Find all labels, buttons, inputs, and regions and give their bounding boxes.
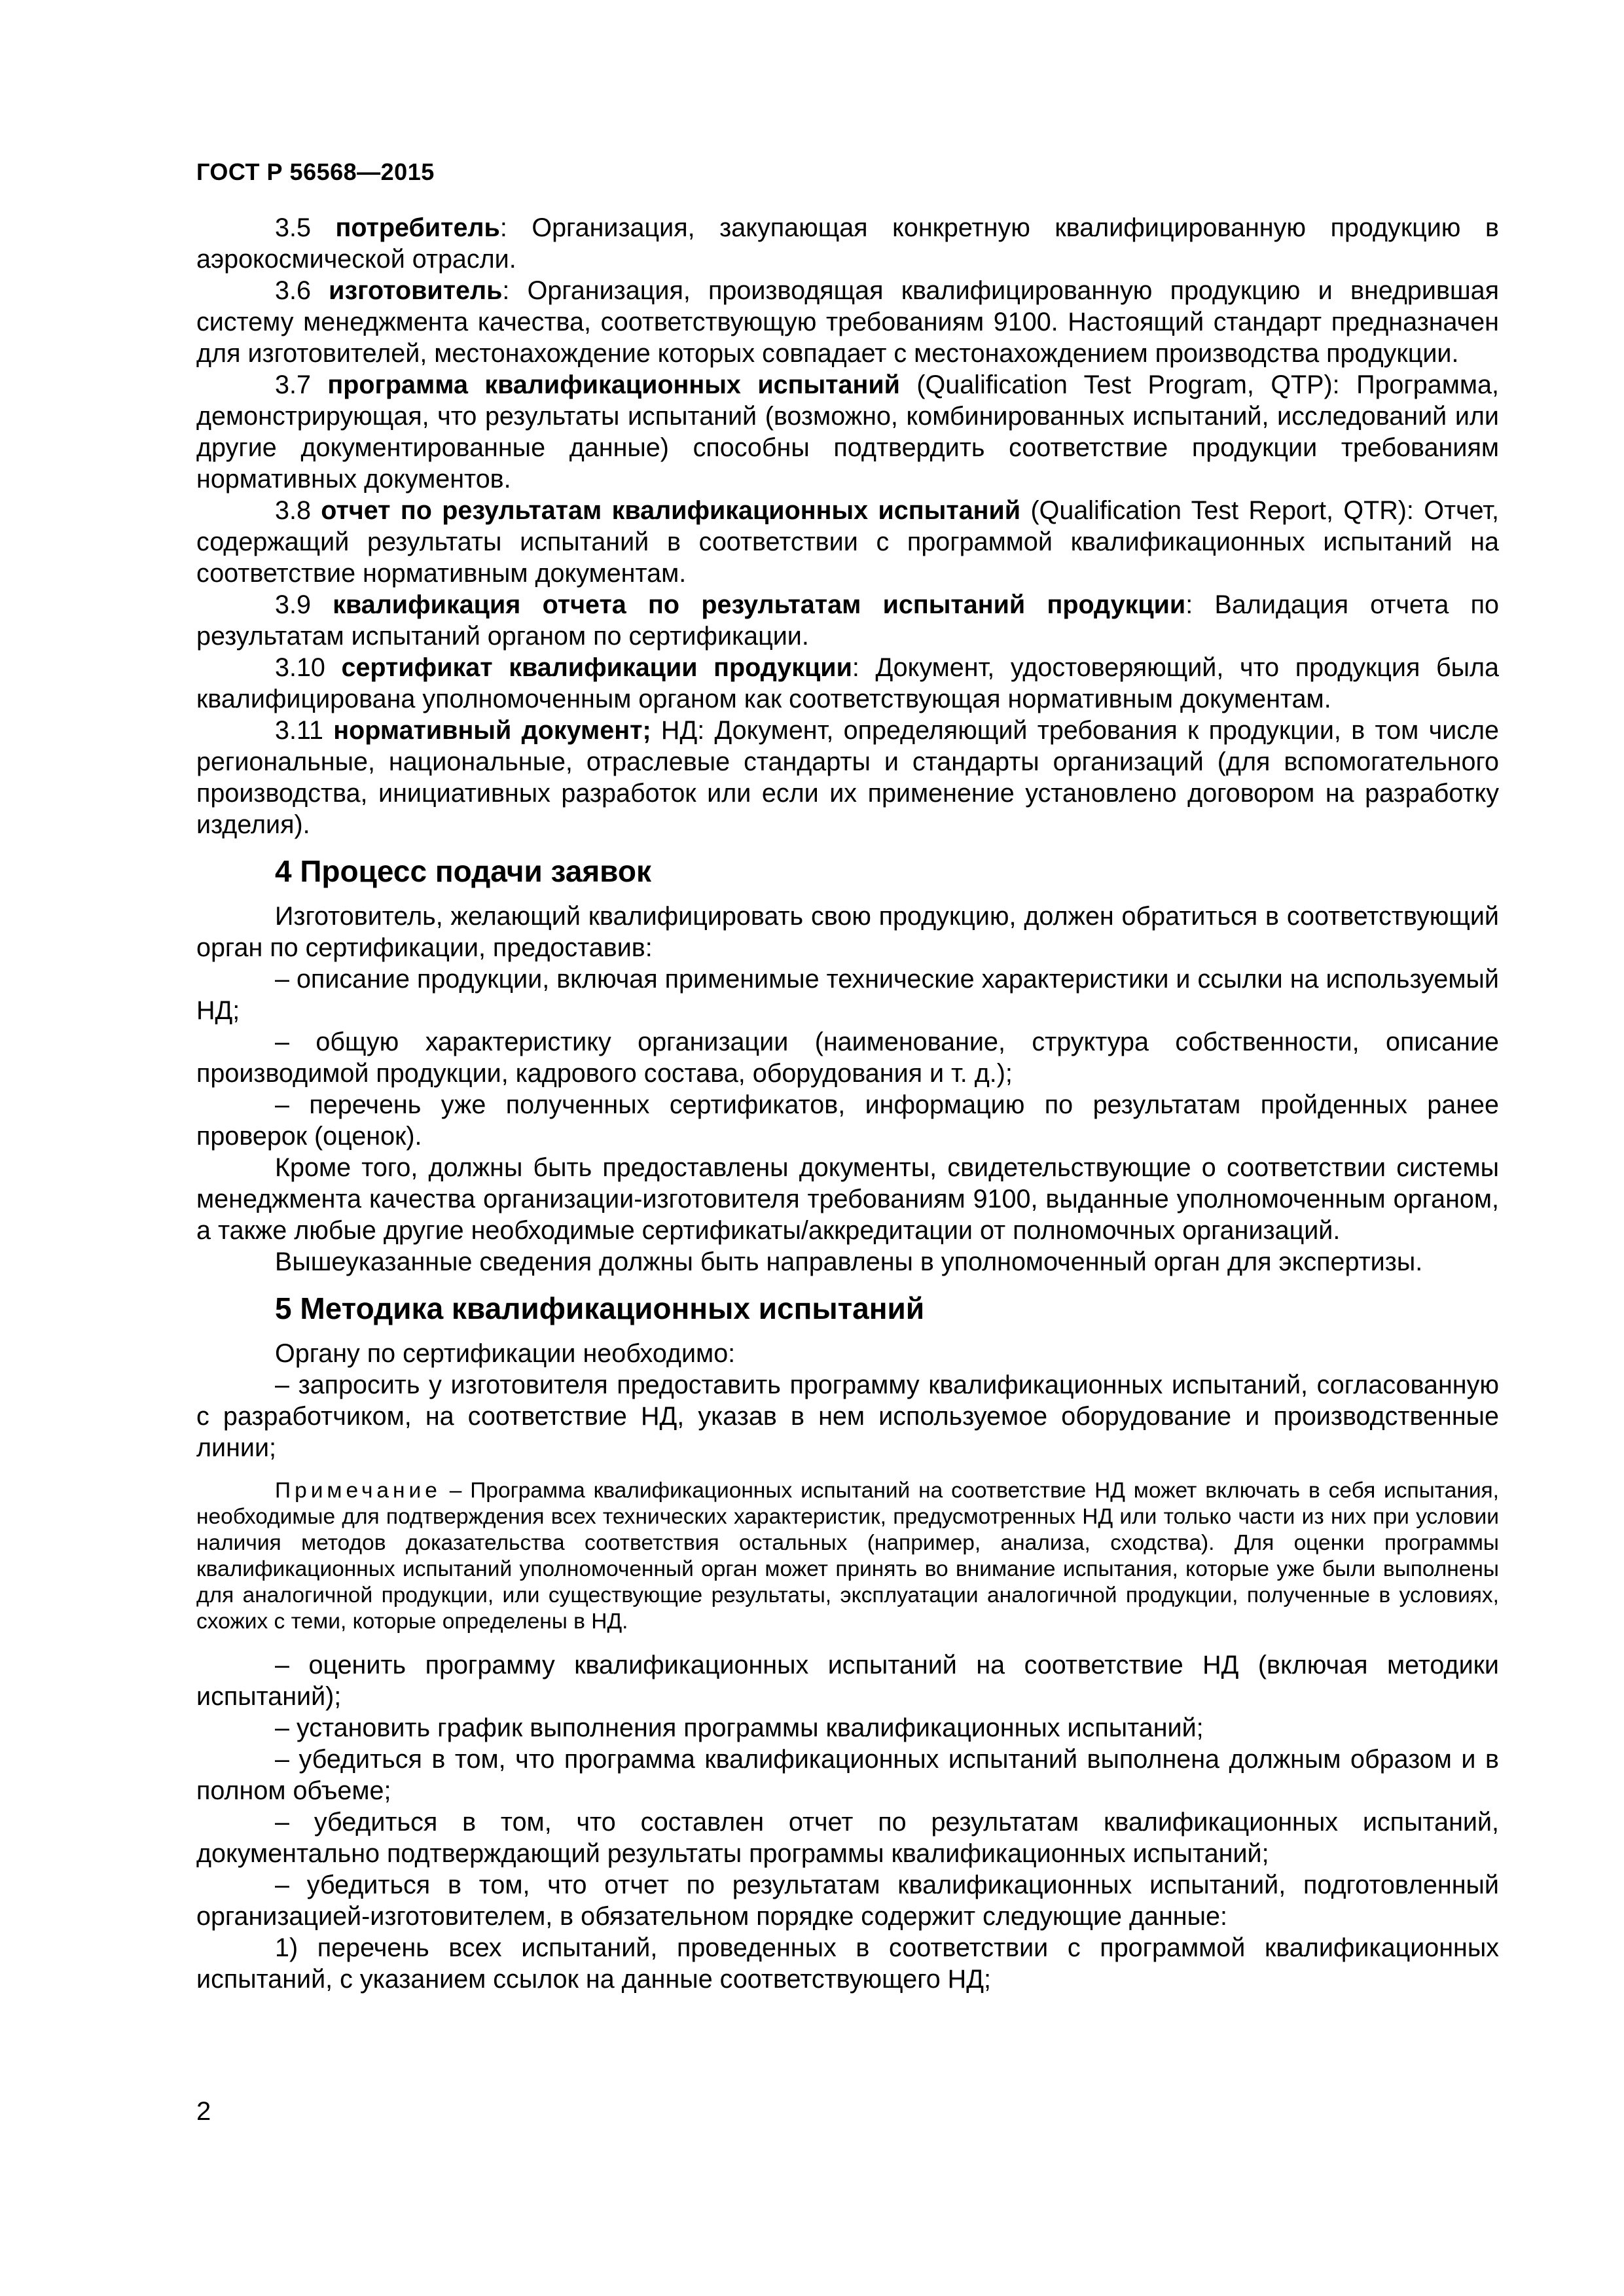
definition-term: потребитель [335,213,500,242]
section-4-paragraph: Изготовитель, желающий квалифицировать свою продукцию, должен обратиться в соответствующий орган по сертификации, предоставив: [196,902,1499,962]
page-number: 2 [196,2097,211,2126]
definition-text: (Qualification Test Report, QTR): Отчет, содержащий результаты испытаний в соответствии с программой квалификационных испытаний на соответствие нормативным документам. [196,496,1499,588]
definition-term: изготовитель [329,276,503,305]
section-5-list-item: – убедиться в том, что программа квалификационных испытаний выполнена должным образом и в полном объеме; [196,1745,1499,1805]
section-5-list-item: – запросить у изготовителя предоставить программу квалификационных испытаний, согласованную с разработчиком, на соответствие НД, указав в нем используемое оборудование и производственные линии; [196,1371,1499,1462]
definition-number: 3.9 [275,590,311,619]
definition-3-6 [196,275,1499,369]
definition-text: : Организация, производящая квалифицированную продукцию и внедрившая систему менеджмента качества, соответствующую требованиям 9100. Настоящий стандарт предназначен для изготовителей, местонахождение которых совпадает с местонахождением производства продукции. [196,276,1499,368]
note-block [196,1478,1499,1635]
section-5-numbered-item: 1) перечень всех испытаний, проведенных в соответствии с программой квалификационных испытаний, с указанием ссылок на данные соответствующего НД; [196,1933,1499,1994]
page-content [196,212,1499,1995]
definition-number: 3.11 [275,716,323,745]
definition-term: программа квалификационных испытаний [327,370,900,399]
definition-number: 3.10 [275,653,325,682]
section-5-list-item: – установить график выполнения программы квалификационных испытаний; [275,1713,1204,1742]
definition-3-7 [196,369,1499,495]
definition-number: 3.6 [275,276,311,305]
note-text: – Программа квалификационных испытаний на соответствие НД может включать в себя испытания, необходимые для подтверждения всех технических характеристик, предусмотренных НД или только части из них при условии наличия методов доказательства соответствия остальных (например, анализа, сходства). Для оценки программы квалификационных испытаний уполномоченный орган может принять во внимание испытания, которые уже были выполнены для аналогичной продукции, или существующие результаты, эксплуатации аналогичной продукции, полученные в условиях, схожих с теми, которые определены в НД. [196,1479,1499,1634]
section-4-paragraph: Кроме того, должны быть предоставлены документы, свидетельствующие о соответствии системы менеджмента качества организации-изготовителя требованиям 9100, выданные уполномоченным органом, а также любые другие необходимые сертификаты/аккредитации от полномочных организаций. [196,1153,1499,1245]
section-5-list-item: – убедиться в том, что составлен отчет по результатам квалификационных испытаний, документально подтверждающий результаты программы квалификационных испытаний; [196,1808,1499,1868]
section-4-heading: 4 Процесс подачи заявок [275,854,651,888]
section-5-heading: 5 Методика квалификационных испытаний [275,1291,925,1325]
note-label: Примечание [275,1479,441,1503]
section-4-paragraph: Вышеуказанные сведения должны быть направлены в уполномоченный орган для экспертизы. [275,1247,1423,1276]
definition-term: отчет по результатам квалификационных испытаний [321,496,1021,525]
definition-text: : Документ, удостоверяющий, что продукция была квалифицирована уполномоченным органом как соответствующая нормативным документам. [196,653,1499,713]
definition-number: 3.5 [275,213,311,242]
section-5-list-item: – убедиться в том, что отчет по результатам квалификационных испытаний, подготовленный организацией-изготовителем, в обязательном порядке содержит следующие данные: [196,1871,1499,1931]
definition-text: : Организация, закупающая конкретную квалифицированную продукцию в аэрокосмической отрасли. [196,213,1499,274]
definition-3-10 [196,652,1499,715]
definition-number: 3.8 [275,496,311,525]
definition-term: сертификат квалификации продукции [341,653,852,682]
section-5-paragraph: Органу по сертификации необходимо: [275,1339,736,1368]
definition-text: : Валидация отчета по результатам испытаний органом по сертификации. [196,590,1499,651]
definition-number: 3.7 [275,370,311,399]
definition-3-11 [196,715,1499,840]
definition-text: (Qualification Test Program, QTP): Программа, демонстрирующая, что результаты испытаний (возможно, комбинированных испытаний, исследований или другие документированные данные) способны подтвердить соответствие продукции требованиям нормативных документов. [196,370,1499,493]
document-header: ГОСТ Р 56568—2015 [196,158,435,185]
section-4-list-item: – общую характеристику организации (наименование, структура собственности, описание производимой продукции, кадрового состава, оборудования и т. д.); [196,1028,1499,1088]
definition-3-9 [196,589,1499,652]
definition-term: квалификация отчета по результатам испытаний продукции [333,590,1186,619]
section-4-list-item: – перечень уже полученных сертификатов, информацию по результатам пройденных ранее проверок (оценок). [196,1090,1499,1151]
definition-term: нормативный документ; [333,716,651,745]
definition-3-8 [196,495,1499,589]
definition-text: НД: Документ, определяющий требования к продукции, в том числе региональные, национальные, отраслевые стандарты и стандарты организаций (для вспомогательного производства, инициативных разработок или если их применение установлено договором на разработку изделия). [196,716,1500,839]
definition-3-5 [196,212,1499,275]
section-4-list-item: – описание продукции, включая применимые технические характеристики и ссылки на используемый НД; [196,965,1499,1025]
section-5-list-item: – оценить программу квалификационных испытаний на соответствие НД (включая методики испытаний); [196,1651,1499,1711]
